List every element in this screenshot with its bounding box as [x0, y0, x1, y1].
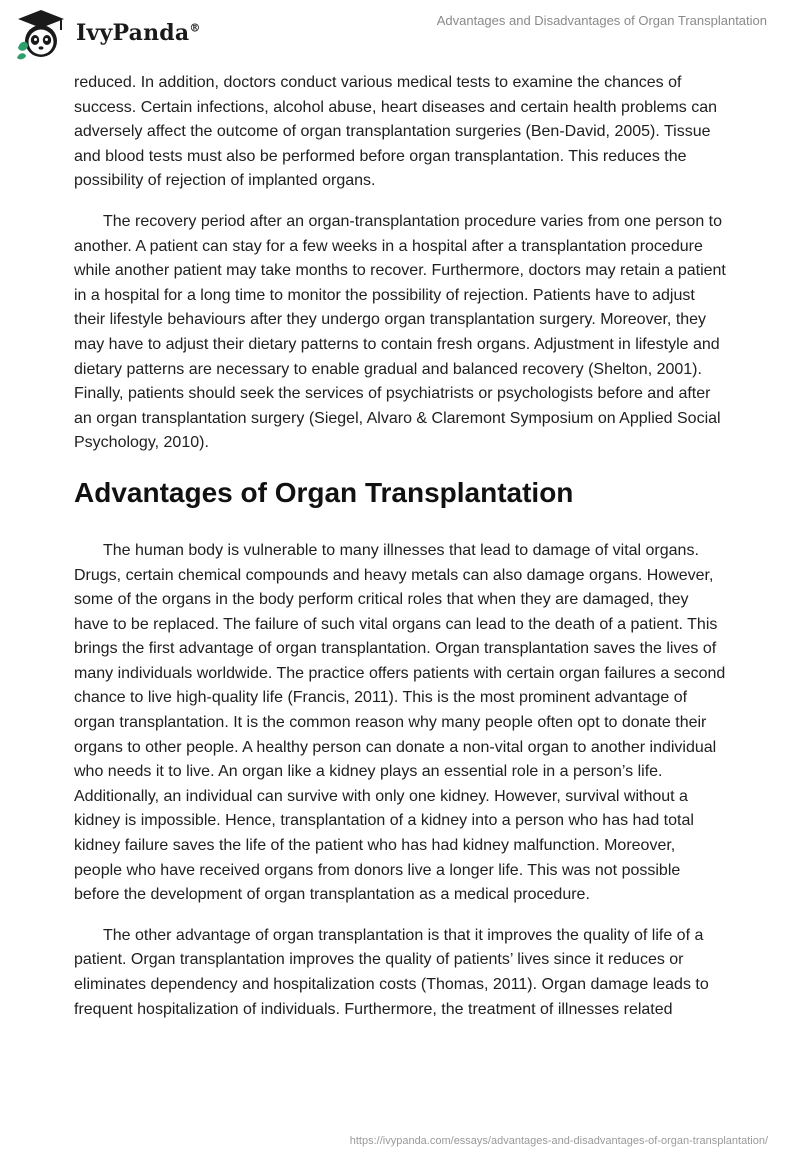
paragraph: The recovery period after an organ-transplantation procedure varies from one person to another. A patient can stay for a few weeks in a hospital after a transplantation procedure while another patient may take months to recover. Furthermore, doctors may retain a patient in a hospital for a long time to monitor the possibility of rejection. Patients have to adjust their lifestyle behaviours after they undergo organ transplantation surgery. Moreover, they may have to adjust their dietary patterns to contain fresh organs. Adjustment in lifestyle and dietary patterns are necessary to enable gradual and balanced recovery (Shelton, 2001). Finally, patients should seek the services of psychiatrists or psychologists before and after an organ transplantation surgery (Siegel, Alvaro & Claremont Symposium on Applied Social Psychology, 2010).	[74, 212, 726, 452]
section-heading: Advantages of Organ Transplantation	[74, 476, 574, 508]
brand-name[interactable]: IvyPanda®	[76, 20, 201, 46]
paragraph: The other advantage of organ transplantation is that it improves the quality of life of a patient. Organ transplantation improves the quality of patients’ lives since it reduces or eliminates dependency and hospitalization costs (Thomas, 2011). Organ damage leads to frequent hospitalization of individuals. Furthermore, the treatment of illnesses related	[74, 926, 709, 1018]
document-title: Advantages and Disadvantages of Organ Transplantation	[436, 13, 767, 28]
source-url[interactable]: https://ivypanda.com/essays/advantages-and-disadvantages-of-organ-transplantation/	[349, 1135, 768, 1147]
paragraph: The human body is vulnerable to many illnesses that lead to damage of vital organs. Drugs, certain chemical compounds and heavy metals can also damage organs. However, some of the organs in the body perform critical roles that when they are damaged, they have to be replaced. The failure of such vital organs can lead to the death of a patient. This brings the first advantage of organ transplantation. Organ transplantation saves the lives of many individuals worldwide. The practice offers patients with certain organ failures a second chance to live high-quality life (Francis, 2011). This is the most prominent advantage of organ transplantation. It is the common reason why many people often opt to donate their organs to other people. A healthy person can donate a non-vital organ to another individual who needs it to live. An organ like a kidney plays an essential role in a person’s life. Additionally, an individual can survive with only one kidney. However, survival without a kidney is impossible. Hence, transplantation of a kidney into a person who has had total kidney failure saves the life of the patient who has had kidney malfunction. Moreover, people who have received organs from donors live a longer life. This was not possible before the development of organ transplantation as a medical procedure.	[74, 541, 726, 904]
article-body	[74, 71, 726, 1038]
panda-graduate-icon[interactable]	[14, 8, 68, 60]
paragraph: reduced. In addition, doctors conduct various medical tests to examine the chances of success. Certain infections, alcohol abuse, heart diseases and certain health problems can adversely affect the outcome of organ transplantation surgeries (Ben-David, 2005). Tissue and blood tests must also be performed before organ transplantation. This reduces the possibility of rejection of implanted organs.	[74, 74, 718, 190]
page-header	[0, 0, 800, 66]
